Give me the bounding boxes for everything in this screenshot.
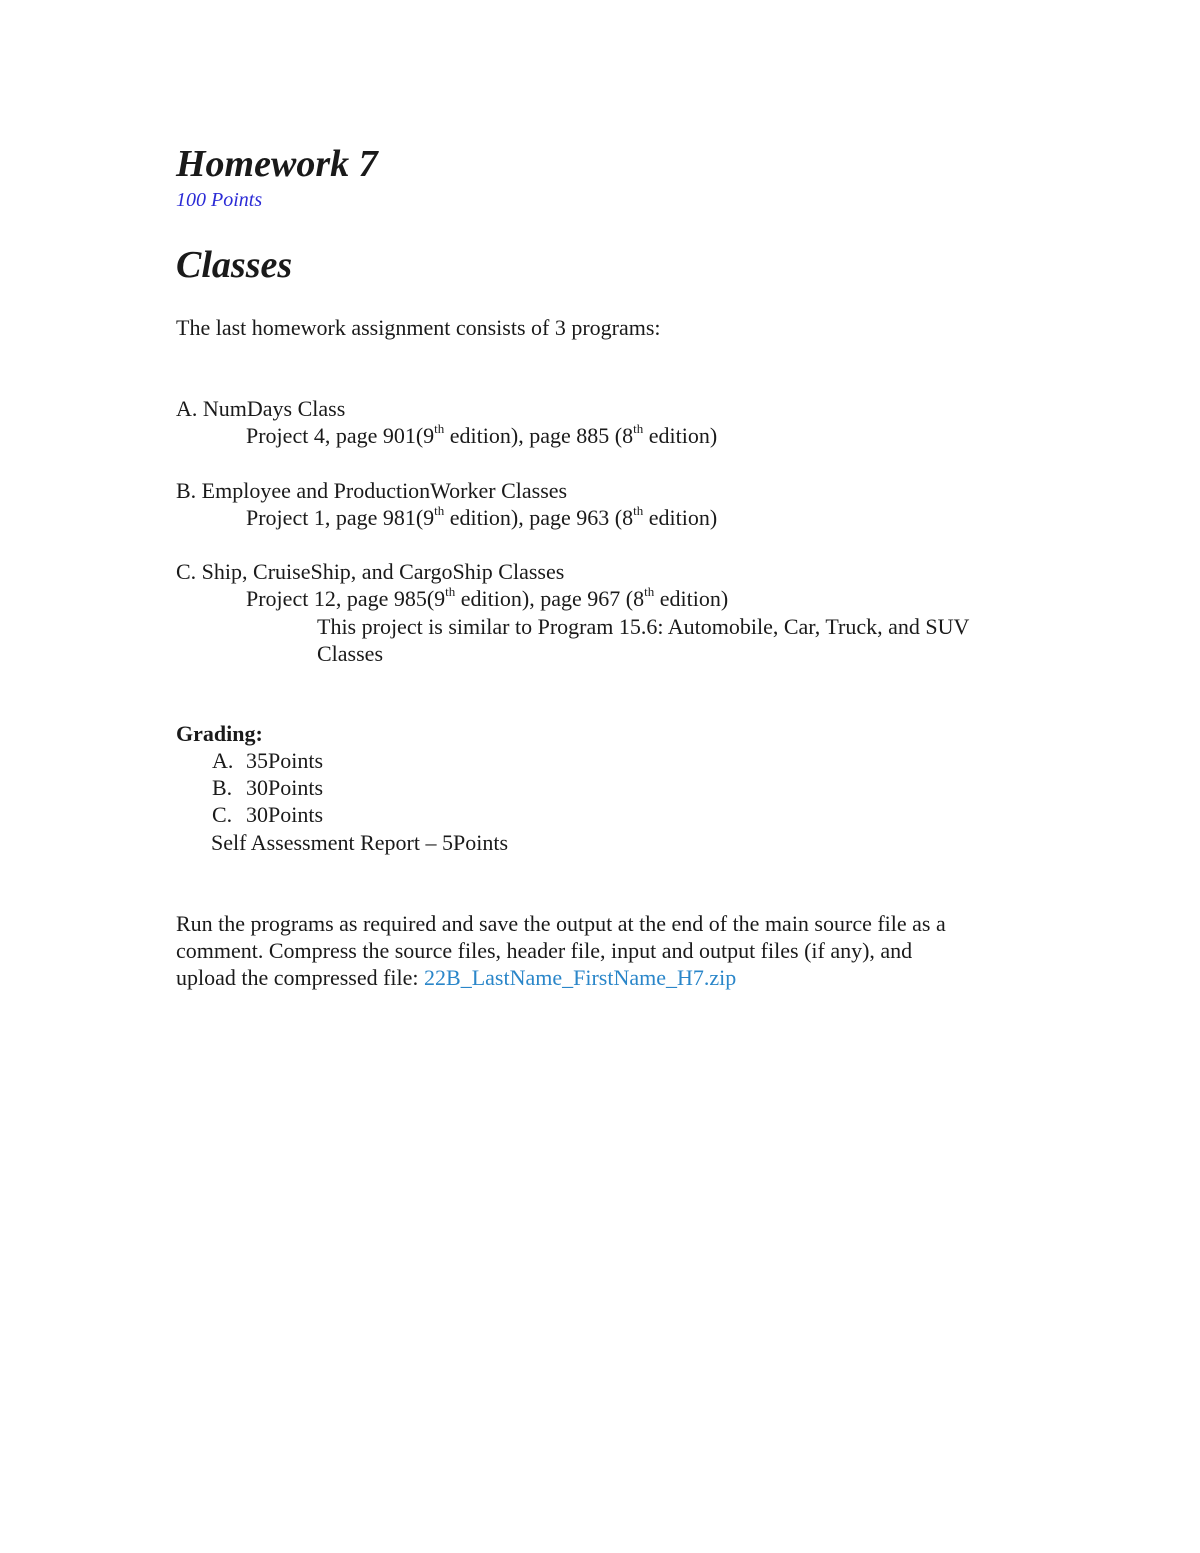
program-c-note: This project is similar to Program 15.6: Automobile, Car, Truck, and SUV [317,614,970,639]
grading-item-text: 30Points [246,775,324,800]
program-b-project: Project 1, page 981(9th edition), page 963 (8th edition) [246,502,718,530]
program-c-project: Project 12, page 985(9th edition), page 967 (8th edition) [246,583,729,611]
points-label: 100 Points [176,189,263,211]
closing-line-3: upload the compressed file: 22B_LastName_FirstName_H7.zip [176,965,737,990]
grading-item-marker: C. [212,802,233,827]
intro-text: The last homework assignment consists of 3 programs: [176,315,661,340]
program-b-heading: B. Employee and ProductionWorker Classes [176,478,568,503]
closing-line-2: comment. Compress the source files, header file, input and output files (if any), and [176,938,913,963]
self-assessment-item: Self Assessment Report – 5Points [211,830,509,855]
program-c-heading: C. Ship, CruiseShip, and CargoShip Classes [176,559,565,584]
grading-item-text: 30Points [246,802,324,827]
page-title: Homework 7 [176,143,378,185]
program-c-note-continued: Classes [317,641,383,666]
grading-item-marker: B. [212,775,233,800]
grading-item-text: 35Points [246,748,324,773]
program-a-project: Project 4, page 901(9th edition), page 885 (8th edition) [246,420,718,448]
closing-line-1: Run the programs as required and save the output at the end of the main source file as a [176,911,946,936]
grading-heading: Grading: [176,721,263,746]
program-a-heading: A. NumDays Class [176,396,346,421]
grading-item-marker: A. [212,748,234,773]
filename-link[interactable]: 22B_LastName_FirstName_H7.zip [424,965,737,990]
section-title: Classes [176,244,293,286]
